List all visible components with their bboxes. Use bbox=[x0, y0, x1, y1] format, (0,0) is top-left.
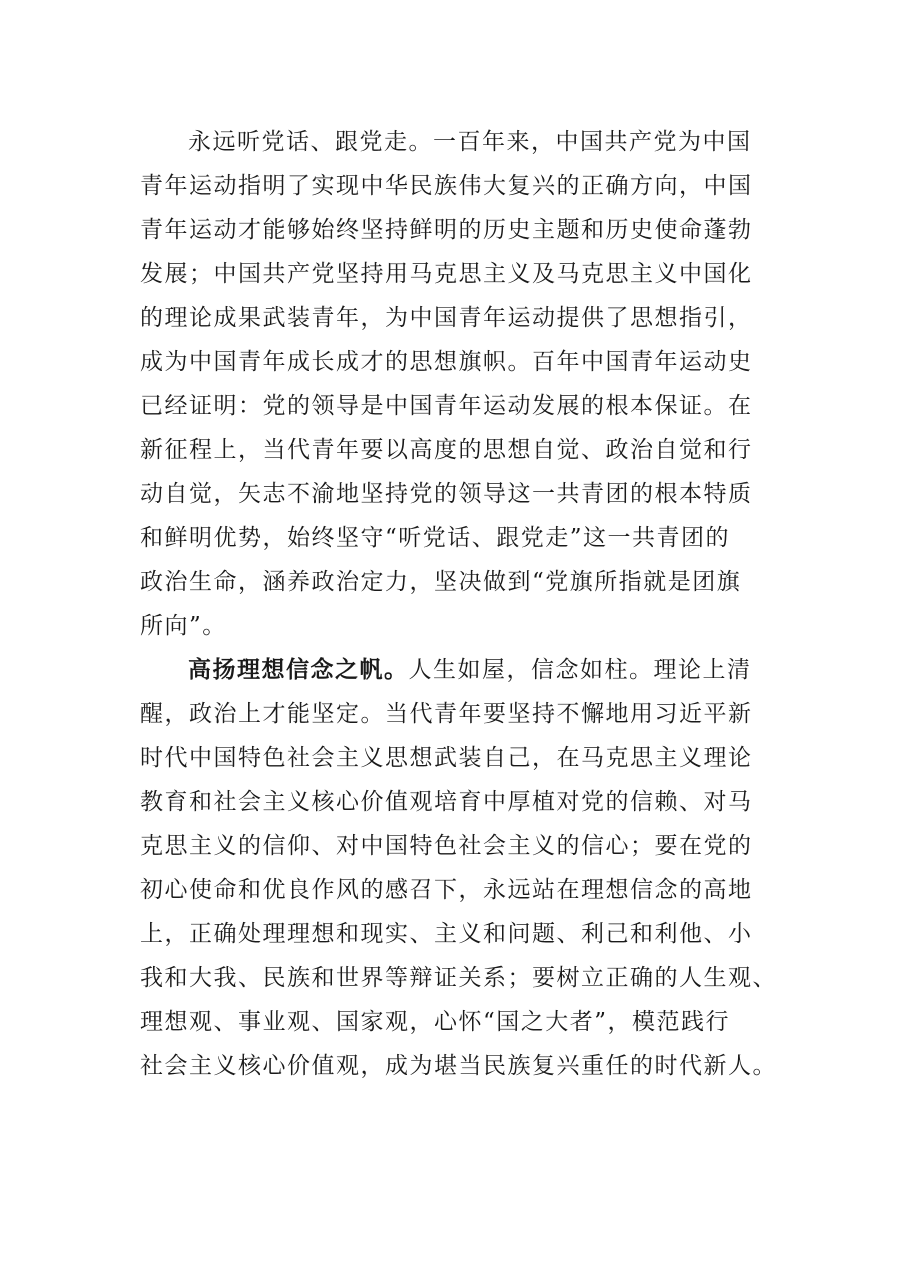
text-line: 理想观、事业观、国家观，心怀“国之大者”，模范践行 bbox=[140, 1009, 731, 1035]
text-line: 上，正确处理理想和现实、主义和问题、利己和利他、小 bbox=[140, 921, 753, 947]
text-line bbox=[140, 648, 780, 692]
text-line: 动自觉，矢志不渝地坚持党的领导这一共青团的根本特质 bbox=[140, 481, 753, 507]
text-line: 成为中国青年成长成才的思想旗帜。百年中国青年运动史 bbox=[140, 349, 753, 375]
text-line: 已经证明：党的领导是中国青年运动发展的根本保证。在 bbox=[140, 393, 753, 419]
text-line: 时代中国特色社会主义思想武装自己，在马克思主义理论 bbox=[140, 745, 753, 771]
text-line: 永远听党话、跟党走。一百年来，中国共产党为中国 bbox=[188, 129, 752, 155]
text-line: 教育和社会主义核心价值观培育中厚植对党的信赖、对马 bbox=[140, 789, 753, 815]
text-line: 和鲜明优势，始终坚守“听党话、跟党走”这一共青团的 bbox=[140, 525, 731, 551]
text-line: 克思主义的信仰、对中国特色社会主义的信心；要在党的 bbox=[140, 833, 753, 859]
text-line: 新征程上，当代青年要以高度的思想自觉、政治自觉和行 bbox=[140, 437, 753, 463]
text-line: 青年运动指明了实现中华民族伟大复兴的正确方向，中国 bbox=[140, 173, 753, 199]
heading-line-rest: 人生如屋，信念如柱。理论上清 bbox=[408, 657, 752, 683]
text-line: 我和大我、民族和世界等辩证关系；要树立正确的人生观、 bbox=[140, 965, 777, 991]
paragraph-ideals-beliefs bbox=[140, 648, 780, 1088]
text-line: 的理论成果武装青年，为中国青年运动提供了思想指引， bbox=[140, 305, 753, 331]
text-line: 社会主义核心价值观，成为堪当民族复兴重任的时代新人。 bbox=[140, 1053, 777, 1079]
text-line: 发展；中国共产党坚持用马克思主义及马克思主义中国化 bbox=[140, 261, 753, 287]
text-line: 初心使命和优良作风的感召下，永远站在理想信念的高地 bbox=[140, 877, 753, 903]
text-line: 醒，政治上才能坚定。当代青年要坚持不懈地用习近平新 bbox=[140, 701, 753, 727]
text-line: 所向”。 bbox=[140, 613, 227, 639]
paragraph-heading: 高扬理想信念之帆。 bbox=[188, 657, 409, 683]
text-line: 政治生命，涵养政治定力，坚决做到“党旗所指就是团旗 bbox=[140, 569, 742, 595]
document-body bbox=[140, 120, 780, 1088]
text-line: 青年运动才能够始终坚持鲜明的历史主题和历史使命蓬勃 bbox=[140, 217, 753, 243]
paragraph-party-leadership bbox=[140, 120, 780, 648]
